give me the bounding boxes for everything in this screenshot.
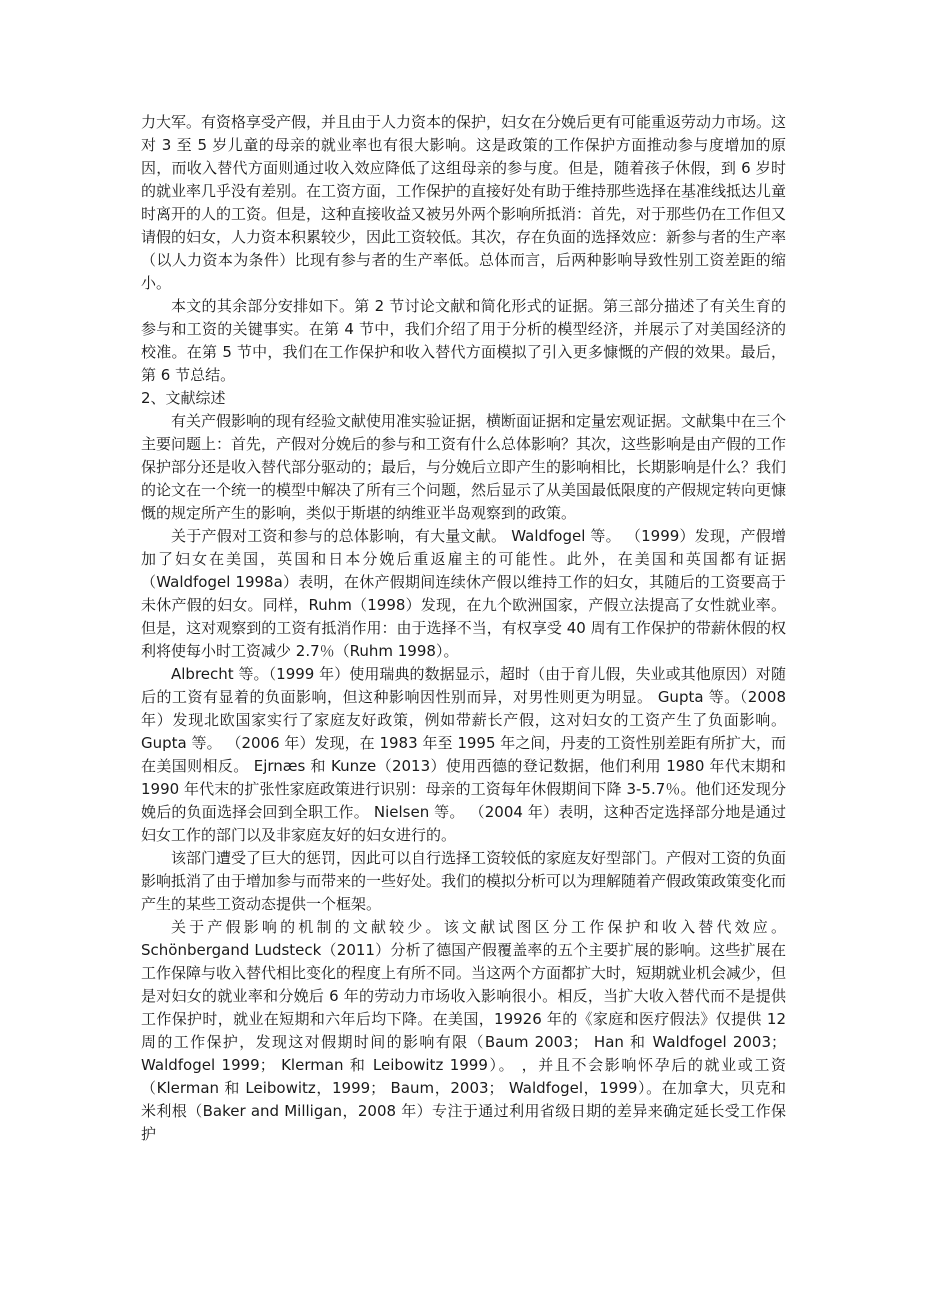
document-page (141, 111, 786, 1146)
body-paragraph: 有关产假影响的现有经验文献使用准实验证据，横断面证据和定量宏观证据。文献集中在三个主要问题上：首先，产假对分娩后的参与和工资有什么总体影响？其次，这些影响是由产假的工作保护部分还是收入替代部分驱动的；最后，与分娩后立即产生的影响相比，长期影响是什么？我们的论文在一个统一的模型中解决了所有三个问题，然后显示了从美国最低限度的产假规定转向更慷慨的规定所产生的影响，类似于斯堪的纳维亚半岛观察到的政策。 (141, 412, 787, 522)
body-paragraph: 关于产假对工资和参与的总体影响，有大量文献。 Waldfogel 等。 （1999）发现，产假增加了妇女在美国，英国和日本分娩后重返雇主的可能性。此外，在美国和英国都有证据（Waldfogel 1998a）表明，在休产假期间连续休产假以维持工作的妇女，其随后的工资要高于未休产假的妇女。同样，Ruhm（1998）发现，在九个欧洲国家，产假立法提高了女性就业率。但是，这对观察到的工资有抵消作用：由于选择不当，有权享受 40 周有工作保护的带薪休假的权利将使每小时工资减少 2.7％（Ruhm 1998）。 (141, 527, 786, 660)
section-heading: 2、文献综述 (141, 389, 226, 407)
body-paragraph: 该部门遭受了巨大的惩罚，因此可以自行选择工资较低的家庭友好型部门。产假对工资的负面影响抵消了由于增加参与而带来的一些好处。我们的模拟分析可以为理解随着产假政策政策变化而产生的某些工资动态提供一个框架。 (141, 849, 787, 913)
body-paragraph: 关于产假影响的机制的文献较少。该文献试图区分工作保护和收入替代效应。Schönbergand Ludsteck（2011）分析了德国产假覆盖率的五个主要扩展的影响。这些扩展在工作保障与收入替代相比变化的程度上有所不同。当这两个方面都扩大时，短期就业机会减少，但是对妇女的就业率和分娩后 6 年的劳动力市场收入影响很小。相反，当扩大收入替代而不是提供工作保护时，就业在短期和六年后均下降。在美国，19926 年的《家庭和医疗假法》仅提供 12 周的工作保护，发现这对假期时间的影响有限（Baum 2003； Han 和 Waldfogel 2003； Waldfogel 1999； Klerman 和 Leibowitz 1999）。 ，并且不会影响怀孕后的就业或工资（Klerman 和 Leibowitz，1999； Baum，2003； Waldfogel，1999）。在加拿大，贝克和米利根（Baker and Milligan，2008 年）专注于通过利用省级日期的差异来确定延长受工作保护 (141, 918, 787, 1143)
body-paragraph: 本文的其余部分安排如下。第 2 节讨论文献和简化形式的证据。第三部分描述了有关生育的参与和工资的关键事实。在第 4 节中，我们介绍了用于分析的模型经济，并展示了对美国经济的校准。在第 5 节中，我们在工作保护和收入替代方面模拟了引入更多慷慨的产假的效果。最后，第 6 节总结。 (141, 297, 786, 384)
body-paragraph: 力大军。有资格享受产假，并且由于人力资本的保护，妇女在分娩后更有可能重返劳动力市场。这对 3 至 5 岁儿童的母亲的就业率也有很大影响。这是政策的工作保护方面推动参与度增加的原因，而收入替代方面则通过收入效应降低了这组母亲的参与度。但是，随着孩子休假，到 6 岁时的就业率几乎没有差别。在工资方面，工作保护的直接好处有助于维持那些选择在基准线抵达儿童时离开的人的工资。但是，这种直接收益又被另外两个影响所抵消：首先，对于那些仍在工作但又请假的妇女，人力资本积累较少，因此工资较低。其次，存在负面的选择效应：新参与者的生产率（以人力资本为条件）比现有参与者的生产率低。总体而言，后两种影响导致性别工资差距的缩小。 (141, 113, 787, 292)
body-paragraph: Albrecht 等。（1999 年）使用瑞典的数据显示，超时（由于育儿假，失业或其他原因）对随后的工资有显着的负面影响，但这种影响因性别而异，对男性则更为明显。 Gupta 等。（2008 年）发现北欧国家实行了家庭友好政策，例如带薪长产假，这对妇女的工资产生了负面影响。 Gupta 等。 （2006 年）发现，在 1983 年至 1995 年之间，丹麦的工资性别差距有所扩大，而在美国则相反。 Ejrnæs 和 Kunze（2013）使用西德的登记数据，他们利用 1980 年代末期和 1990 年代末的扩张性家庭政策进行识别：母亲的工资每年休假期间下降 3-5.7％。他们还发现分娩后的负面选择会回到全职工作。 Nielsen 等。 （2004 年）表明，这种否定选择部分地是通过妇女工作的部门以及非家庭友好的妇女进行的。 (141, 665, 786, 844)
